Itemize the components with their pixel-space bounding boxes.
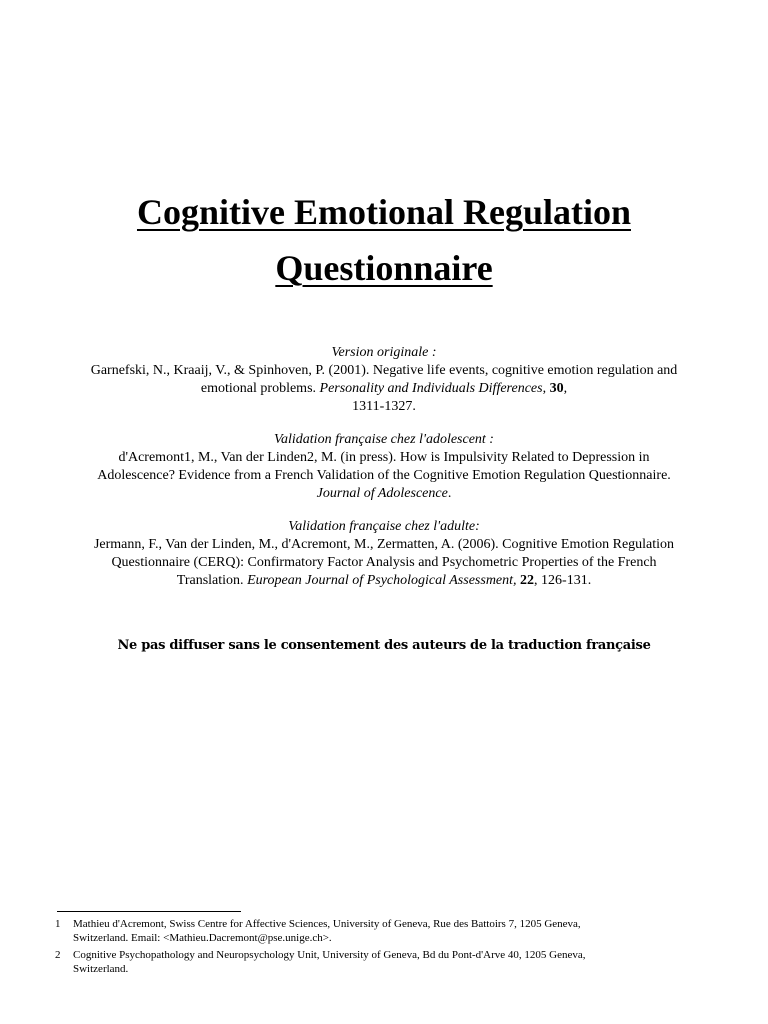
reference-text: 1311-1327. xyxy=(352,399,416,414)
footnote-separator xyxy=(57,911,241,912)
distribution-notice: Ne pas diffuser sans le consentement des auteurs de la traduction française xyxy=(117,638,651,653)
reference-text: Questionnaire (CERQ): Confirmatory Factor Analysis and Psychometric Properties of the French xyxy=(111,555,657,570)
reference-heading: Version originale : xyxy=(331,345,437,360)
footnotes xyxy=(55,917,715,979)
reference-text: Journal of Adolescence. xyxy=(316,486,452,501)
reference-text: d'Acremont1, M., Van der Linden2, M. (in press). How is Impulsivity Related to Depression in xyxy=(118,450,650,465)
footnote-text: Switzerland. Email: <Mathieu.Dacremont@pse.unige.ch>. xyxy=(73,932,332,944)
references-section xyxy=(50,344,718,605)
footnote-text: Mathieu d'Acremont, Swiss Centre for Affective Sciences, University of Geneva, Rue des Battoirs 7, 1205 Geneva, xyxy=(73,918,581,930)
footnote-number: 2 xyxy=(55,949,61,961)
reference-text: Adolescence? Evidence from a French Validation of the Cognitive Emotion Regulation Questionnaire. xyxy=(97,468,671,483)
title-line-2: Questionnaire xyxy=(275,248,493,288)
journal-name: Journal of Adolescence xyxy=(316,486,448,501)
footnote-number: 1 xyxy=(55,918,61,930)
journal-volume: 22 xyxy=(520,573,535,588)
reference-text: emotional problems. Personality and Individuals Differences, 30, xyxy=(200,381,568,396)
reference-adult xyxy=(50,518,718,590)
reference-text: Jermann, F., Van der Linden, M., d'Acremont, M., Zermatten, A. (2006). Cognitive Emotion Regulation xyxy=(93,537,675,552)
footnote-text: Cognitive Psychopathology and Neuropsychology Unit, University of Geneva, Bd du Pont-d'Arve 40, 1205 Geneva, xyxy=(73,949,586,961)
footnote-item xyxy=(55,948,715,976)
reference-text: Translation. European Journal of Psychological Assessment, 22, 126-131. xyxy=(176,573,592,588)
reference-original xyxy=(50,344,718,416)
title-line-1: Cognitive Emotional Regulation xyxy=(136,192,631,232)
journal-name: European Journal of Psychological Assessment, xyxy=(247,573,517,588)
reference-heading: Validation française chez l'adolescent : xyxy=(274,432,494,447)
reference-text: Garnefski, N., Kraaij, V., & Spinhoven, P. (2001). Negative life events, cognitive emotion regulation and xyxy=(90,363,678,378)
footnote-item xyxy=(55,917,715,945)
reference-adolescent xyxy=(50,431,718,503)
document-title xyxy=(0,184,768,296)
journal-volume: 30 xyxy=(549,381,564,396)
journal-name: Personality and Individuals Differences xyxy=(319,381,543,396)
footnote-text: Switzerland. xyxy=(73,963,129,975)
reference-heading: Validation française chez l'adulte: xyxy=(288,519,480,534)
